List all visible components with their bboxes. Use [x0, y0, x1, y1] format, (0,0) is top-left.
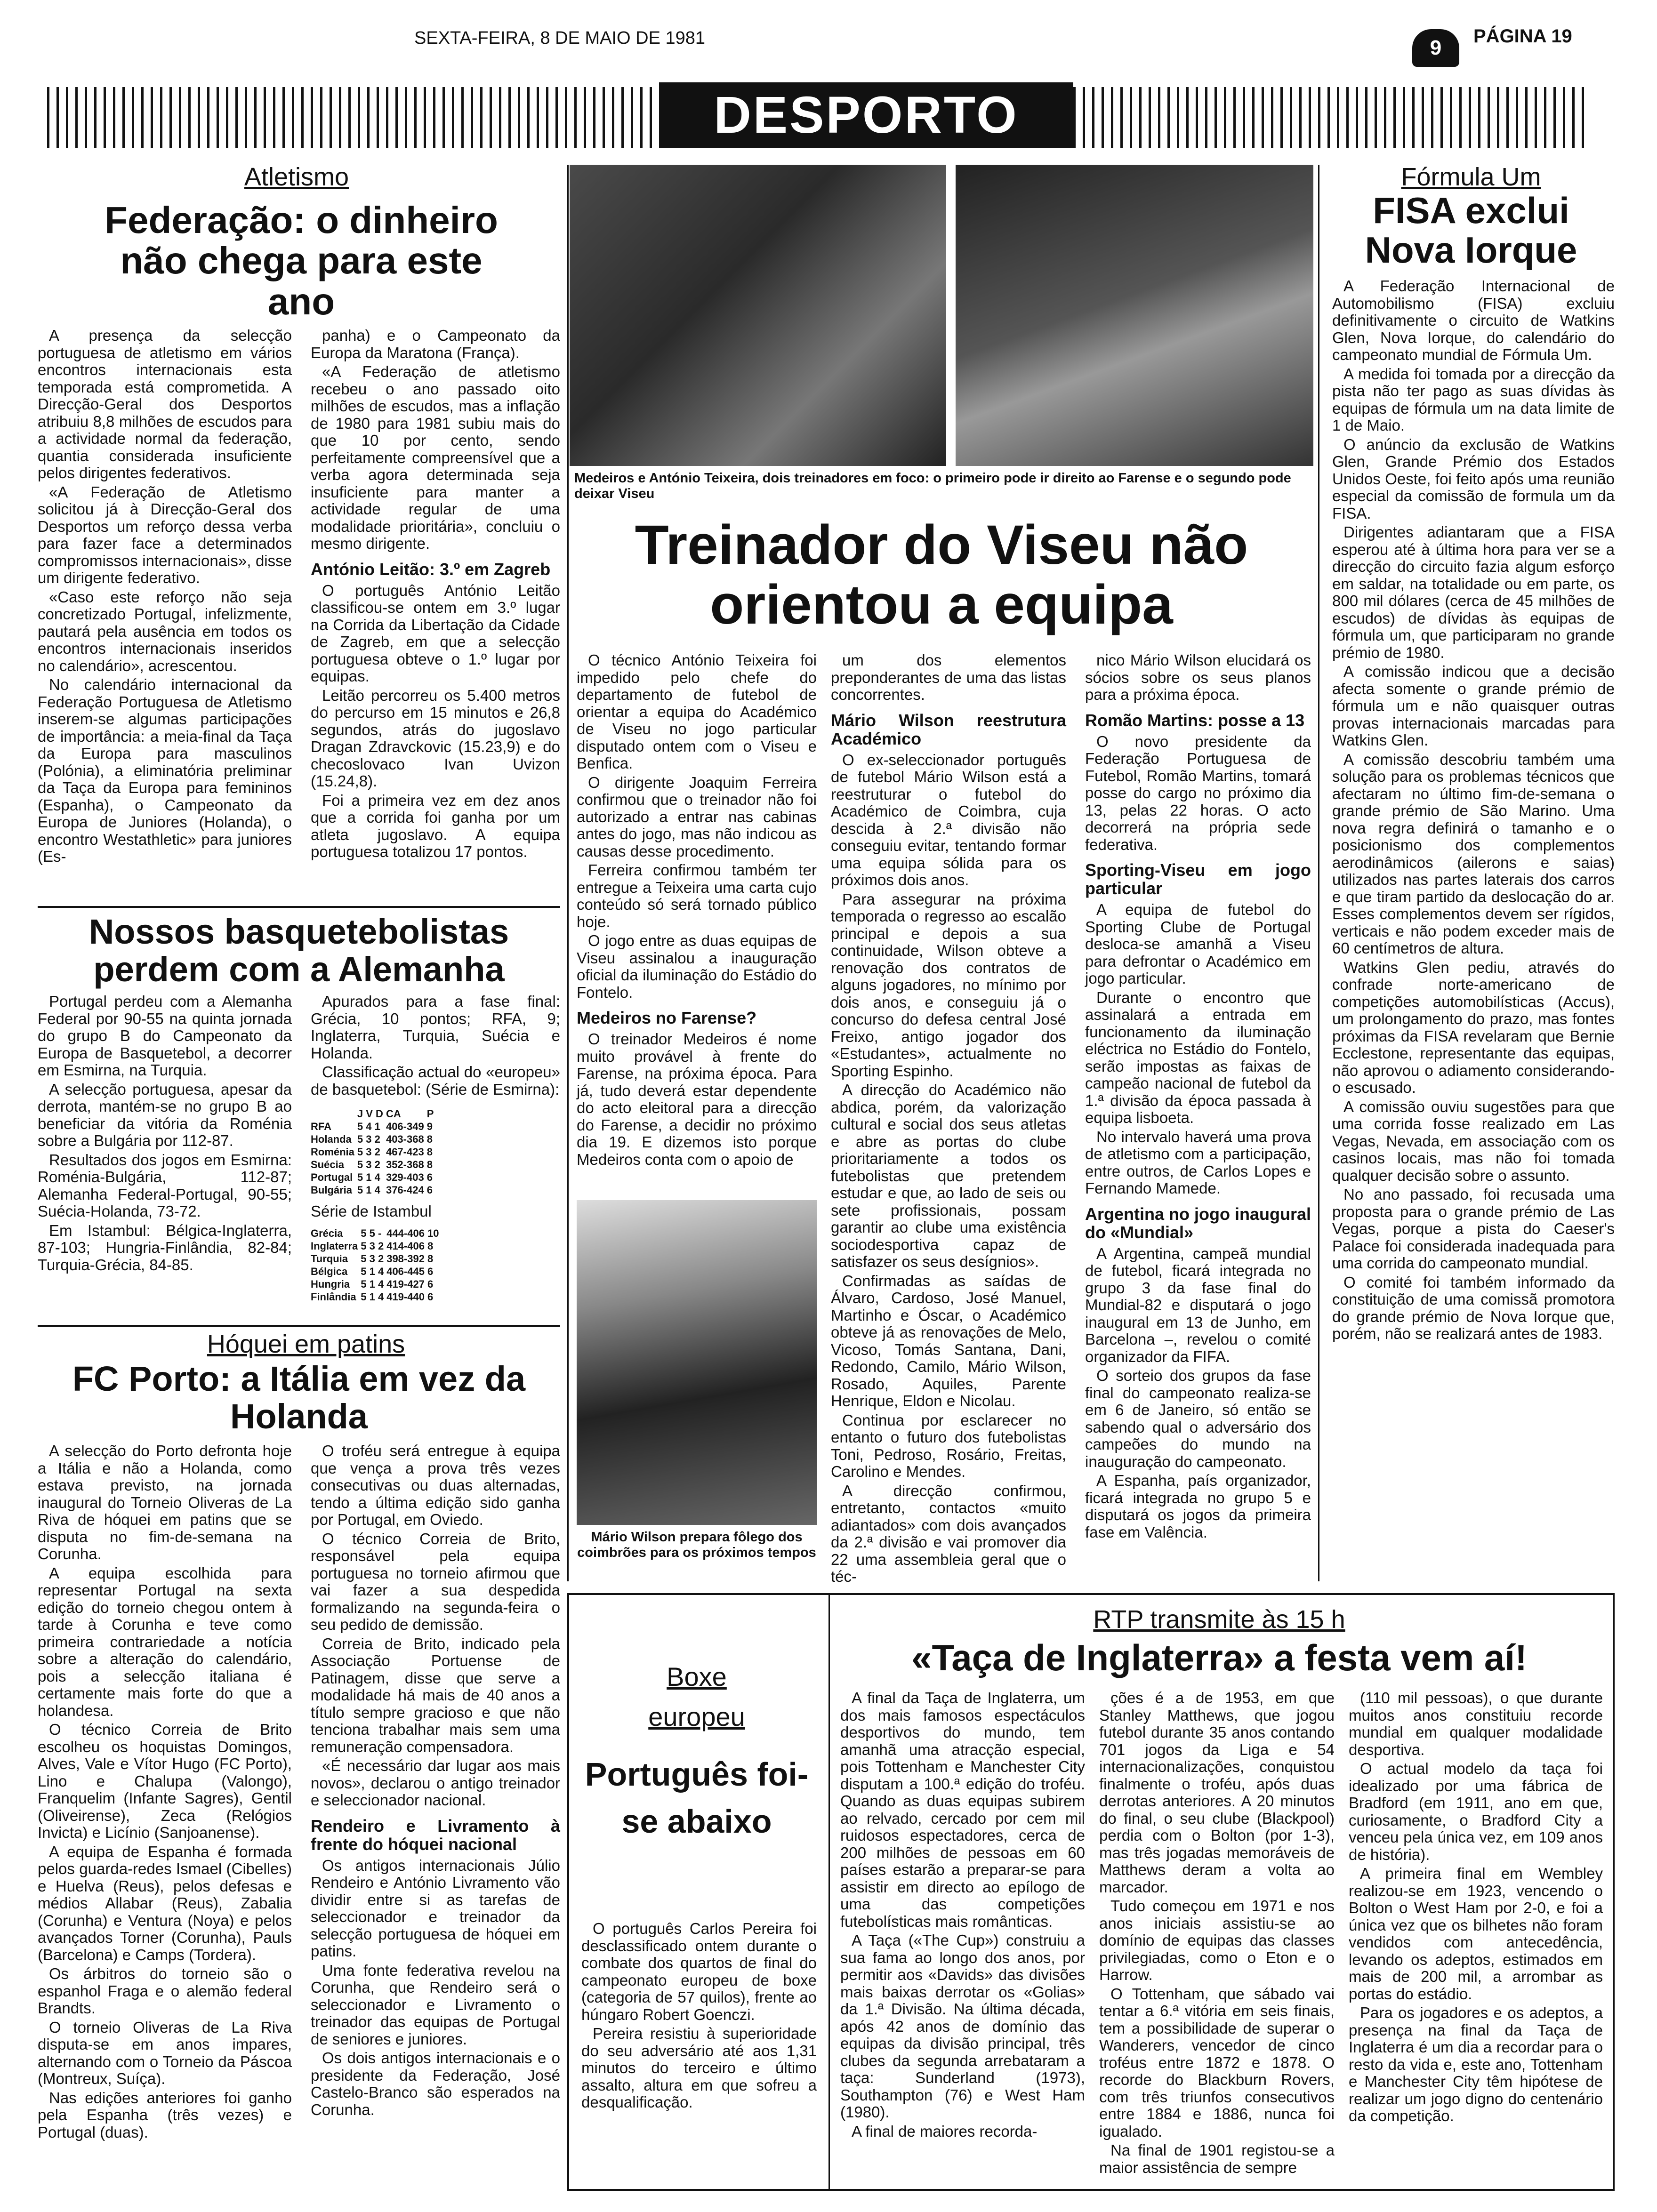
paragraph: Correia de Brito, indicado pela Associação Portuense de Patinagem, disse que serve a modalidade há mais de 40 anos a título sempre gracioso e que não tenciona trabalhar mais sem uma remuneração compensadora. [311, 1635, 560, 1755]
paragraph: Confirmadas as saídas de Álvaro, Cardoso, José Manuel, Martinho e Óscar, o Académico obteve já as renovações de Melo, Vicoso, Tomás Santana, Dani, Redondo, Camilo, Mário Wilson, Rosado, Aquiles, Parente Henrique, Eldon e Nicolau. [831, 1272, 1066, 1410]
paragraph: O técnico Correia de Brito, responsável pela equipa portuguesa no torneio afirmou que vai fazer a sua despedida formalizando na segunda-feira o seu pedido de demissão. [311, 1530, 560, 1633]
standings-esmirna [311, 1107, 436, 1196]
photo-caption: Medeiros e António Teixeira, dois treinadores em foco: o primeiro pode ir direito ao Farense e o segundo pode deixar Viseu [574, 471, 1291, 501]
hoquei-kicker: Hóquei em patins [207, 1330, 405, 1358]
paragraph: panha) e o Campeonato da Europa da Maratona (França). [311, 327, 560, 361]
table-row [311, 1158, 436, 1171]
formula-kicker: Fórmula Um [1401, 163, 1541, 191]
paragraph: Os dois antigos internacionais e o presidente da Federação, José Castelo-Branco são esperados na Corunha. [311, 2049, 560, 2118]
table-cell: 406-445 [386, 1265, 425, 1277]
paragraph: O treinador Medeiros é nome muito provável à frente do Farense, na próxima época. Para já, tudo deverá estar dependente do acto eleitoral para a direcção do Farense, a decidir no próximo dia 19. E dizemos isto porque Medeiros conta com o apoio de [577, 1030, 817, 1168]
paragraph: Continua por esclarecer no entanto o futuro dos futebolistas Toni, Pedroso, Rosário, Freitas, Carolino e Mendes. [831, 1411, 1066, 1480]
paragraph: Leitão percorreu os 5.400 metros do percurso em 15 minutos e 26,8 segundos, atrás do jugoslavo Dragan Zdravckovic (15.23,9) e do checoslovaco Ivan Uvizon (15.24,8). [311, 686, 560, 790]
table-cell: 5 1 4 [361, 1290, 384, 1303]
photo-medeiros [570, 165, 946, 466]
table-cell: 5 1 4 [361, 1278, 384, 1290]
paragraph: Apurados para a fase final: Grécia, 10 pontos; RFA, 9; Inglaterra, Turquia, Suécia e Holanda. [311, 993, 560, 1062]
column-divider [1318, 165, 1319, 1581]
paragraph: O Tottenham, que sábado vai tentar a 6.ª vitória em seis finais, tem a possibilidade de superar o Wanderers, vencedor de cinco troféus entre 1872 e 1878. O recorde do Blackburn Rovers, com três triunfos consecutivos entre 1884 e 1886, nunca foi igualado. [1099, 1985, 1335, 2140]
table-row [311, 1120, 436, 1133]
table-row [311, 1240, 442, 1252]
paragraph: Na final de 1901 registou-se a maior assistência de sempre [1099, 2141, 1335, 2176]
boxe-kicker: Boxe [667, 1662, 727, 1691]
table-cell: 352-368 [386, 1159, 424, 1170]
table-cell: 5 3 2 [357, 1133, 380, 1145]
table-cell: 5 1 4 [361, 1265, 384, 1277]
atletismo-headline: Federação: o dinheiro não chega para este ano [105, 199, 498, 322]
paragraph: O técnico Correia de Brito escolheu os hoquistas Domingos, Alves, Vale e Vítor Hugo (FC Porto), Lino e Chalupa (Valongo), Franquelim (Infante Sagres), Gentil (Oliveirense), Zeca (Relógios Invicta) e Licínio (Sanjoanense). [38, 1721, 292, 1841]
photo-wilson [577, 1200, 817, 1525]
paragraph: Resultados dos jogos em Esmirna: Roménia-Bulgária, 112-87; Alemanha Federal-Portugal, 90-55; Suécia-Holanda, 73-72. [38, 1151, 292, 1220]
romao-subhead: Romão Martins: posse a 13 [1085, 710, 1305, 730]
paragraph: A equipa escolhida para representar Portugal na sexta edição do torneio chegou ontem à tarde à Corunha e teve como primeira contrariedade a notícia sobre a alteração do calendário, pois a selecção italiana é certamente mais forte do que a holandesa. [38, 1564, 292, 1719]
table-cell: Holanda [311, 1133, 352, 1145]
table-cell: 403-368 [386, 1133, 424, 1145]
table-cell: 6 [427, 1265, 434, 1277]
paragraph: Dirigentes adiantaram que a FISA esperou até à última hora para ver se a direcção do circuito fazia algum esforço em saldar, na totalidade ou em parte, os 800 mil dólares (cerca de 45 milhões de escudos) de dívidas às equipas de fórmula um, que participaram no grande prémio de 1980. [1332, 523, 1615, 661]
paragraph: A equipa de futebol do Sporting Clube de Portugal desloca-se amanhã a Viseu para defrontar o Académico em jogo particular. [1085, 901, 1311, 987]
paragraph: Foi a primeira vez em dez anos que a corrida foi ganha por um atleta jugoslavo. A equipa portuguesa totalizou 17 pontos. [311, 791, 560, 860]
table-header-cell: J V D [357, 1108, 383, 1120]
table-cell: 5 3 2 [361, 1240, 384, 1252]
paragraph: «A Federação de atletismo recebeu o ano passado oito milhões de escudos, mas a inflação de 1980 para 1981 subiu mais do que 10 por cento, sendo perfeitamente compreensível que a verba agora determinada seja insuficiente para manter a actividade regular de uma modalidade prioritária», concluiu o mesmo dirigente. [311, 363, 560, 552]
paragraph: A final de maiores recorda- [852, 2122, 1038, 2140]
table-cell: 5 4 1 [357, 1121, 380, 1132]
boxe-headline: Português foi-se abaixo [585, 1756, 809, 1840]
paragraph: Para assegurar na próxima temporada o regresso ao escalão principal e depois a sua continuidade, Wilson obteve a renovação dos contratos de alguns jogadores, no mínimo por dois anos, e conseguiu já o concurso do defesa central José Freixo, antigo jogador dos «Estudantes», actualmente no Sporting Espinho. [831, 890, 1066, 1080]
paragraph: O jogo entre as duas equipas de Viseu assinalou a inauguração oficial da iluminação do Estádio do Fontelo. [577, 932, 817, 1001]
basket-headline: Nossos basquetebolistas perdem com a Alemanha [88, 912, 509, 989]
page-number: PÁGINA 19 [1473, 26, 1572, 47]
masthead-date: SEXTA-FEIRA, 8 DE MAIO DE 1981 [414, 28, 706, 48]
table-cell: 414-406 [386, 1240, 425, 1252]
boxe-kicker-2: europeu [648, 1702, 745, 1731]
boxe-col [581, 1920, 817, 2113]
paragraph: (110 mil pessoas), o que durante muitos anos constituiu recorde mundial em qualquer modalidade desportiva. [1349, 1689, 1603, 1758]
table-row [311, 1278, 442, 1290]
table-header-cell: CA [386, 1108, 401, 1120]
table-cell: Turquia [311, 1252, 348, 1265]
viseu-col1 [577, 652, 817, 1170]
divider [38, 1325, 560, 1327]
table-cell: Bélgica [311, 1265, 348, 1277]
viseu-col2 [831, 652, 1066, 1587]
paragraph: A final da Taça de Inglaterra, um dos mais famosos espectáculos desportivos do mundo, tem amanhã uma atracção especial, pois Tottenham e Manchester City disputam a 100.ª edição do troféu. Quando as duas equipas subirem ao relvado, cercado por cem mil ruidosos espectadores, cerca de 200 milhões de pessoas em 60 países estarão a preparar-se para assistir em directo ao epílogo de uma das competições futebolísticas mais românticas. [840, 1689, 1085, 1930]
section-stripes-right [1073, 87, 1591, 148]
table-cell: 406-349 [386, 1121, 424, 1132]
table-cell: 5 3 2 [357, 1159, 380, 1170]
formula-headline: FISA exclui Nova Iorque [1365, 190, 1577, 271]
table-cell: Suécia [311, 1159, 344, 1170]
paragraph: A comissão ouviu sugestões para que uma corrida fosse realizado em Las Vegas, Nevada, em associação com os casinos locais, mas não foi tomada qualquer decisão sobre o assunto. [1332, 1098, 1615, 1184]
table-row [311, 1265, 442, 1278]
paragraph: ções é a de 1953, em que Stanley Matthews, que jogou futebol durante 35 anos contando 701 jogos da Liga e 54 internacionalizações, conquistou finalmente o troféu, após duas derrotas anteriores. A 20 minutos do final, o seu clube (Blackpool) perdia com o Bolton (por 1-3), mas três jogadas memoráveis de Matthews deram a volta ao marcador. [1099, 1689, 1335, 1896]
paragraph: O ex-seleccionador português de futebol Mário Wilson está a reestruturar o futebol do Académico de Coimbra, cuja descida à 2.ª divisão não conseguiu evitar, tentando formar uma equipa sólida para os próximos dois anos. [831, 751, 1066, 889]
taca-kicker: RTP transmite às 15 h [1093, 1605, 1345, 1634]
table-label: Série de Istambul [311, 1202, 432, 1220]
table-header-row [311, 1107, 436, 1120]
table-cell: Portugal [311, 1171, 353, 1183]
photo-teixeira [956, 165, 1313, 466]
taca-col3 [1349, 1690, 1603, 2127]
table-cell: Inglaterra [311, 1240, 358, 1252]
paragraph: No calendário internacional da Federação Portuguesa de Atletismo inserem-se algumas participações de importância: a meia-final da Taça da Europa para masculinos (Polónia), a eliminatória preliminar da Taça da Europa para femininos (Espanha), o Campeonato da Europa de Juniores (Holanda), o encontro Westathletic» para juniores (Es- [38, 676, 292, 865]
table-cell: 5 3 2 [361, 1252, 384, 1265]
hoquei-subhead: Rendeiro e Livramento à frente do hóquei nacional [311, 1816, 560, 1854]
standings-istambul [311, 1227, 442, 1303]
atletismo-subhead: António Leitão: 3.º em Zagreb [311, 559, 551, 579]
paragraph: O técnico António Teixeira foi impedido pelo chefe do departamento de futebol de orientar a equipa do Académico de Viseu no jogo particular disputado ontem com o Viseu e Benfica. [577, 651, 817, 772]
table-cell: 419-440 [386, 1290, 425, 1303]
table-cell: 376-424 [386, 1184, 424, 1196]
paragraph: No intervalo haverá uma prova de atletismo com a participação, entre outros, de Carlos Lopes e Fernando Mamede. [1085, 1128, 1311, 1197]
table-cell: 8 [426, 1133, 433, 1145]
paragraph: No ano passado, foi recusada uma proposta para o grande prémio de Las Vegas, porque a pista do Caeser's Palace foi considerada inadequada para uma corrida do campeonato mundial. [1332, 1186, 1615, 1272]
paragraph: O anúncio da exclusão de Watkins Glen, Grande Prémio dos Estados Unidos Oeste, foi feito após uma reunião especial da comissão de formula um da FISA. [1332, 435, 1615, 522]
paragraph: «É necessário dar lugar aos mais novos», declarou o antigo treinador e seleccionador nacional. [311, 1757, 560, 1809]
paragraph: O comité foi também informado da constituição de uma comissã promotora do grande prémio de Nova Iorque que, porém, não se realizará antes de 1983. [1332, 1273, 1615, 1342]
table-cell: Roménia [311, 1146, 354, 1158]
section-stripes-left [47, 87, 659, 148]
table-row [311, 1252, 442, 1265]
table-cell: 8 [427, 1252, 434, 1265]
hoquei-col2 [311, 1443, 560, 2120]
argentina-subhead: Argentina no jogo inaugural do «Mundial» [1085, 1204, 1311, 1242]
paragraph: O dirigente Joaquim Ferreira confirmou que o treinador não foi autorizado a entrar nas cabinas antes do jogo, mas não indicou as causas desse procedimento. [577, 773, 817, 860]
paragraph: A equipa de Espanha é formada pelos guarda-redes Ismael (Cibelles) e Huelva (Reus), pelos defesas e médios Allabar (Reus), Zabalia (Corunha) e Ventura (Noya) e pelos avançados Torner (Corunha), Pauls (Barcelona) e Camps (Tordera). [38, 1843, 292, 1964]
paragraph: A medida foi tomada por a direcção da pista não ter pago as suas dívidas às equipas de fórmula um na data limite de 1 de Maio. [1332, 365, 1615, 434]
hoquei-col1 [38, 1443, 292, 2143]
atletismo-kicker: Atletismo [244, 163, 349, 191]
paragraph: A Federação Internacional de Automobilismo (FISA) excluiu definitivamente o circuito de Watkins Glen, Nova Iorque, do calendário do campeonato mundial de Fórmula Um. [1332, 277, 1615, 363]
paragraph: A comissão indicou que a decisão afecta somente o grande prémio de fórmula um e não quaisquer outras provas internacionais marcadas para Watkins Glen. [1332, 663, 1615, 749]
paragraph: A Taça («The Cup») construiu a sua fama ao longo dos anos, por permitir aos «Davids» das divisões mais baixas derrotar os «Golias» da 1.ª Divisão. Na última década, após 42 anos de domínio das equipas da divisão principal, três clubes da segunda arrebataram a taça: Sunderland (1973), Southampton (76) e West Ham (1980). [840, 1931, 1085, 2121]
paragraph: A direcção do Académico não abdica, porém, da valorização cultural e social dos seus atletas e abre as portas do clube prioritariamente a todos os futebolistas que pretendem estudar e que, ao lado de seis ou sete profissionais, possam garantir ao clube uma existência sociodesportiva capaz de satisfazer os seus desígnios». [831, 1081, 1066, 1270]
table-cell: 5 1 4 [357, 1171, 380, 1183]
table-cell: 5 3 2 [357, 1146, 380, 1158]
table-header-cell [311, 1107, 357, 1120]
paragraph: A Argentina, campeã mundial de futebol, ficará integrada no grupo 3 da fase final do Mundial-82 e disputará o jogo inaugural em 13 de Junho, em Barcelona –, revelou o comité organizador da FIFA. [1085, 1244, 1311, 1365]
paragraph: A selecção do Porto defronta hoje a Itália e não a Holanda, como estava previsto, na jornada inaugural do Torneio Oliveras de La Riva de hóquei em patins que se disputa no fim-de-semana na Corunha. [38, 1442, 292, 1563]
hoquei-headline: FC Porto: a Itália em vez da Holanda [72, 1359, 526, 1436]
sporting-subhead: Sporting-Viseu em jogo particular [1085, 860, 1311, 898]
taca-col2 [1099, 1690, 1335, 2178]
table-cell: 6 [426, 1171, 433, 1183]
table-cell: RFA [311, 1121, 331, 1132]
paragraph: A Espanha, país organizador, ficará integrada no grupo 5 e disputará os jogos da primeira fase em Valência. [1085, 1472, 1311, 1541]
paragraph: O actual modelo da taça foi idealizado por uma fábrica de Bradford (em 1911, ano em que, curiosamente, o Bradford City a venceu pela única vez, em 109 anos de história). [1349, 1760, 1603, 1863]
paragraph: A primeira final em Wembley realizou-se em 1923, vencendo o Bolton o West Ham por 2-0, e foi a única vez que os bilhetes não foram vendidos com antecedência, levando os adeptos, estimados em mais de 200 mil, a arrombar as portas do estádio. [1349, 1865, 1603, 2003]
paragraph: Os árbitros do torneio são o espanhol Fraga e o alemão federal Brandts. [38, 1965, 292, 2017]
table-cell: 9 [426, 1121, 433, 1132]
paragraph: A presença da selecção portuguesa de atletismo em vários encontros internacionais esta temporada está comprometida. A Direcção-Geral dos Desportos atribuiu 8,8 milhões de escudos para a actividade normal da federação, quantia considerada insuficiente pelos dirigentes federativos. [38, 327, 292, 481]
paragraph: Durante o encontro que assinalará a entrada em funcionamento da iluminação eléctrica no Estádio do Fontelo, serão impostas as faixas de campeão nacional de futebol da 1.ª divisão da época passada à equipa lisboeta. [1085, 988, 1311, 1126]
table-row [311, 1171, 436, 1184]
paragraph: A direcção confirmou, entretanto, contactos «muito adiantados» com dois avançados da 2.ª divisão e vai promover dia 22 uma assembleia geral que o téc- [831, 1482, 1066, 1585]
paragraph: Nas edições anteriores foi ganho pela Espanha (três vezes) e Portugal (duas). [38, 2089, 292, 2141]
table-cell: Grécia [311, 1227, 343, 1239]
table-cell: 10 [427, 1227, 439, 1239]
table-cell: 329-403 [386, 1171, 424, 1183]
table-cell: 467-423 [386, 1146, 424, 1158]
table-cell: Finlândia [311, 1290, 356, 1303]
paragraph: Ferreira confirmou também ter entregue a Teixeira uma carta cujo conteúdo só será tornado público hoje. [577, 861, 817, 930]
divider [38, 906, 560, 908]
table-cell: 398-392 [386, 1252, 425, 1265]
table-row [311, 1133, 436, 1146]
table-row [311, 1146, 436, 1158]
paragraph: Tudo começou em 1971 e nos anos iniciais assistiu-se ao domínio de equipas das classes privilegiadas, como o Eton e o Harrow. [1099, 1897, 1335, 1983]
paragraph: Em Istambul: Bélgica-Inglaterra, 87-103; Hungria-Finlândia, 82-84; Turquia-Grécia, 84-85. [38, 1221, 292, 1274]
paragraph: O português Carlos Pereira foi desclassificado ontem durante o combate dos quartos de final do campeonato europeu de boxe (categoria de 57 quilos), frente ao húngaro Robert Goenczi. [581, 1920, 817, 2023]
taca-headline: «Taça de Inglaterra» a festa vem aí! [911, 1637, 1527, 1678]
paragraph: «Caso este reforço não seja concretizado Portugal, infelizmente, pautará pela ausência em todos os encontros internacionais inseridos no calendário», acrescentou. [38, 588, 292, 674]
paragraph: A selecção portuguesa, apesar da derrota, mantém-se no grupo B ao beneficiar da vitória da Roménia sobre a Bulgária por 112-87. [38, 1080, 292, 1149]
paragraph: O torneio Oliveras de La Riva disputa-se em anos impares, alternando com o Torneio da Páscoa (Montreux, Suíça). [38, 2018, 292, 2087]
wilson-subhead: Mário Wilson reestrutura Académico [831, 710, 1066, 748]
table-cell: 5 5 - [361, 1227, 382, 1239]
table-cell: 8 [426, 1159, 433, 1170]
paragraph: Classificação actual do «europeu» de basquetebol: (Série de Esmirna): [311, 1063, 560, 1098]
paragraph: Uma fonte federativa revelou na Corunha, que Rendeiro será o seleccionador e Livramento o treinador das equipas de Portugal de seniores e juniores. [311, 1961, 560, 2048]
basket-col1 [38, 993, 292, 1275]
atletismo-col2 [311, 327, 560, 863]
page-badge: 9 [1412, 29, 1459, 67]
formula-col [1332, 278, 1615, 1345]
medeiros-subhead: Medeiros no Farense? [577, 1008, 757, 1027]
table-cell: Hungria [311, 1278, 350, 1290]
viseu-headline: Treinador do Viseu não orientou a equipa [635, 514, 1248, 636]
paragraph: um dos elementos preponderantes de uma das listas concorrentes. [831, 651, 1066, 703]
table-cell: 6 [427, 1290, 434, 1303]
table-cell: 5 1 4 [357, 1184, 380, 1196]
table-cell: 6 [426, 1184, 433, 1196]
paragraph: Portugal perdeu com a Alemanha Federal por 90-55 na quinta jornada do grupo B do Campeonato da Europa de Basquetebol, a decorrer em Esmirna, na Turquia. [38, 993, 292, 1079]
taca-col1 [840, 1690, 1085, 2142]
viseu-col3 [1085, 652, 1311, 1543]
table-cell: 444-406 [386, 1227, 425, 1239]
table-cell: Bulgária [311, 1184, 353, 1196]
paragraph: O português António Leitão classificou-se ontem em 3.º lugar na Corrida da Libertação da Cidade de Zagreb, em que a selecção portuguesa obteve o 1.º lugar por equipas. [311, 581, 560, 685]
table-cell: 8 [426, 1146, 433, 1158]
table-cell: 419-427 [386, 1278, 425, 1290]
table-row [311, 1290, 442, 1303]
table-row [311, 1227, 442, 1240]
paragraph: «A Federação de Atletismo solicitou já à Direcção-Geral dos Desportos um reforço dessa verba para fazer face a determinados compromissos internacionais», disse um dirigente federativo. [38, 483, 292, 586]
table-cell: 6 [427, 1278, 434, 1290]
paragraph: Para os jogadores e os adeptos, a presença na final da Taça de Inglaterra é um dia a recordar para o resto da vida e, este ano, Tottenham e Manchester City têm hipótese de realizar um jogo digno do centenário da competição. [1349, 2004, 1603, 2124]
table-cell: 8 [427, 1240, 434, 1252]
paragraph: O troféu será entregue à equipa que vença a prova três vezes consecutivas ou duas alternadas, tendo a última edição sido ganha por Portugal, em Oviedo. [311, 1442, 560, 1528]
basket-col2 [311, 993, 560, 1303]
column-divider [567, 165, 569, 1581]
photo-wilson-caption: Mário Wilson prepara fôlego dos coimbrões para os próximos tempos [577, 1530, 816, 1560]
paragraph: A comissão descobriu também uma solução para os problemas técnicos que afectaram no último fim-de-semana o grande prémio de São Marino. Uma nova regra definirá o tamanho e o posicionismo dos complementos aerodinâmicos (ailerons e saias) utilizados nas partes laterais dos carros e que tiram partido da deslocação do ar. Esses complementos devem ser rígidos, verticais e não podem exceder mais de 60 centímetros de altura. [1332, 750, 1615, 957]
paragraph: Os antigos internacionais Júlio Rendeiro e António Livramento vão dividir entre si as tarefas de seleccionador e treinador da selecção portuguesa de hóquei em patins. [311, 1856, 560, 1960]
paragraph: nico Mário Wilson elucidará os sócios sobre os seus planos para a próxima época. [1085, 651, 1311, 703]
table-row [311, 1184, 436, 1196]
paragraph: O sorteio dos grupos da fase final do campeonato realiza-se em 6 de Janeiro, só então se sabendo qual o adversário dos campeões do mundo na inauguração do campeonato. [1085, 1367, 1311, 1470]
paragraph: Watkins Glen pediu, através do confrade norte-americano de competições automobilísticas (Accus), um prolongamento do prazo, mas fontes próximas da FISA revelaram que Bernie Ecclestone, representante das equipas, não aprovou o adiamento considerando-o escusado. [1332, 958, 1615, 1096]
paragraph: O novo presidente da Federação Portuguesa de Futebol, Romão Martins, tomará posse do cargo no próximo dia 13, pelas 22 horas. O acto decorrerá na própria sede federativa. [1085, 732, 1311, 853]
table-header-cell: P [426, 1108, 434, 1120]
paragraph: Pereira resistiu à superioridade do seu adversário até aos 1,31 minutos do terceiro e último assalto, altura em que sofreu a desqualificação. [581, 2025, 817, 2111]
bottom-box-inner-divider [828, 1593, 830, 2191]
atletismo-col1 [38, 327, 292, 867]
section-title: DESPORTO [659, 82, 1073, 148]
